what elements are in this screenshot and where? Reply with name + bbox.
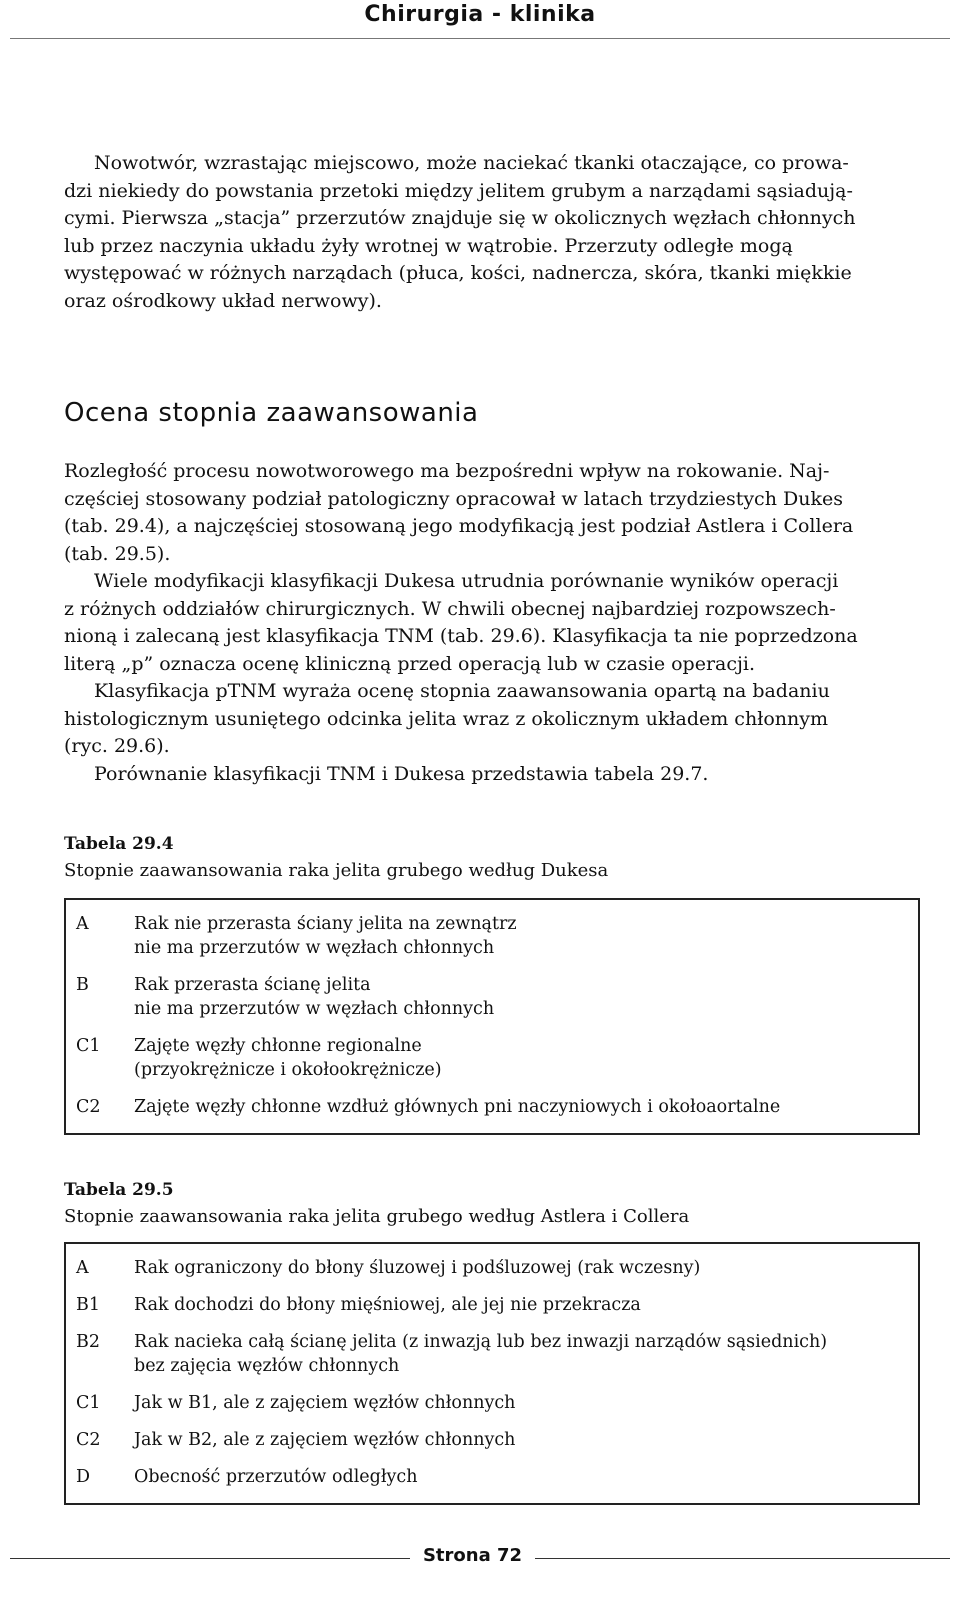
text-line: Klasyfikacja pTNM wyraża ocenę stopnia zaawansowania opartą na badaniu [94, 680, 830, 702]
description-line: Rak ograniczony do błony śluzowej i podśluzowej (rak wczesny) [134, 1258, 701, 1278]
stage-code: D [76, 1467, 91, 1487]
footer-divider-right [535, 1558, 950, 1559]
text-line: cymi. Pierwsza „stacja” przerzutów znajduje się w okolicznych węzłach chłonnych [64, 207, 856, 229]
table-row [65, 1325, 919, 1386]
stage-description [134, 899, 919, 968]
section-heading: Ocena stopnia zaawansowania [64, 398, 479, 428]
table-row [65, 1029, 919, 1090]
table-row [65, 899, 919, 968]
intro-paragraph [64, 150, 950, 315]
stage-code: A [76, 914, 89, 934]
page-number: Strona 72 [422, 1545, 523, 1566]
text-line: lub przez naczynia układu żyły wrotnej w wątrobie. Przerzuty odległe mogą [64, 234, 793, 257]
description-line: nie ma przerzutów w węzłach chłonnych [134, 938, 495, 958]
description-line: Rak nie przerasta ściany jelita na zewnątrz [134, 914, 517, 934]
description-line: Rak nacieka całą ścianę jelita (z inwazją lub bez inwazji narządów sąsiednich) [134, 1332, 828, 1352]
text-line: Rozległość procesu nowotworowego ma bezpośredni wpływ na rokowanie. Naj- [64, 460, 830, 482]
description-line: Zajęte węzły chłonne regionalne [134, 1036, 422, 1056]
stage-description [134, 1423, 919, 1460]
description-line: Obecność przerzutów odległych [134, 1467, 418, 1487]
text-line: histologicznym usuniętego odcinka jelita wraz z okolicznym układem chłonnym [64, 707, 828, 730]
stage-description [134, 1325, 919, 1386]
stage-description [134, 968, 919, 1029]
text-line: nioną i zalecaną jest klasyfikacja TNM (tab. 29.6). Klasyfikacja ta nie poprzedzona [64, 625, 858, 647]
description-line: Jak w B2, ale z zajęciem węzłów chłonnych [134, 1430, 516, 1450]
table-29-5-label: Tabela 29.5 [64, 1180, 174, 1200]
description-line: Jak w B1, ale z zajęciem węzłów chłonnych [134, 1393, 516, 1413]
text-line: (tab. 29.4), a najczęściej stosowaną jego modyfikacją jest podział Astlera i Collera [64, 515, 854, 537]
table-row [65, 968, 919, 1029]
text-line: (ryc. 29.6). [64, 735, 170, 757]
text-line: literą „p” oznacza ocenę kliniczną przed operacją lub w czasie operacji. [64, 652, 756, 675]
table-row [65, 1288, 919, 1325]
footer-divider-left [10, 1558, 410, 1559]
description-line: Zajęte węzły chłonne wzdłuż głównych pni naczyniowych i okołoaortalne [134, 1097, 781, 1117]
section-body [64, 458, 950, 788]
text-line: Nowotwór, wzrastając miejscowo, może naciekać tkanki otaczające, co prowa- [94, 152, 849, 174]
table-29-4 [64, 898, 920, 1135]
description-line: Rak dochodzi do błony mięśniowej, ale jej nie przekracza [134, 1295, 641, 1315]
text-line: (tab. 29.5). [64, 542, 171, 565]
header-divider [10, 38, 950, 39]
stage-code: B1 [76, 1295, 100, 1315]
text-line: z różnych oddziałów chirurgicznych. W chwili obecnej najbardziej rozpowszech- [64, 597, 836, 620]
table-row [65, 1386, 919, 1423]
text-line: oraz ośrodkowy układ nerwowy). [64, 289, 382, 312]
stage-code: C1 [76, 1036, 101, 1056]
stage-description [134, 1386, 919, 1423]
description-line: Rak przerasta ścianę jelita [134, 975, 371, 995]
stage-code: B [76, 975, 89, 995]
stage-code: A [76, 1258, 89, 1278]
table-row [65, 1460, 919, 1504]
description-line: bez zajęcia węzłów chłonnych [134, 1356, 400, 1376]
stage-description [134, 1288, 919, 1325]
text-line: Porównanie klasyfikacji TNM i Dukesa przedstawia tabela 29.7. [94, 762, 709, 785]
table-29-4-caption: Stopnie zaawansowania raka jelita grubego według Dukesa [64, 860, 609, 881]
stage-description [134, 1029, 919, 1090]
description-line: (przyokrężnicze i okołookrężnicze) [134, 1060, 442, 1080]
table-29-4-label: Tabela 29.4 [64, 834, 174, 854]
table-row [65, 1243, 919, 1288]
table-29-5 [64, 1242, 920, 1505]
table-row [65, 1090, 919, 1134]
text-line: Wiele modyfikacji klasyfikacji Dukesa utrudnia porównanie wyników operacji [94, 570, 839, 592]
text-line: częściej stosowany podział patologiczny opracował w latach trzydziestych Dukes [64, 487, 843, 510]
table-29-5-caption: Stopnie zaawansowania raka jelita grubego według Astlera i Collera [64, 1206, 690, 1227]
stage-description [134, 1460, 919, 1504]
stage-code: C2 [76, 1097, 101, 1117]
stage-code: C2 [76, 1430, 101, 1450]
stage-description [134, 1243, 919, 1288]
text-line: występować w różnych narządach (płuca, kości, nadnercza, skóra, tkanki miękkie [64, 262, 852, 284]
stage-code: C1 [76, 1393, 101, 1413]
table-row [65, 1423, 919, 1460]
text-line: dzi niekiedy do powstania przetoki między jelitem grubym a narządami sąsiadują- [64, 179, 853, 202]
page-header-title: Chirurgia - klinika [364, 2, 596, 27]
stage-code: B2 [76, 1332, 100, 1352]
stage-description [134, 1090, 919, 1134]
description-line: nie ma przerzutów w węzłach chłonnych [134, 999, 495, 1019]
